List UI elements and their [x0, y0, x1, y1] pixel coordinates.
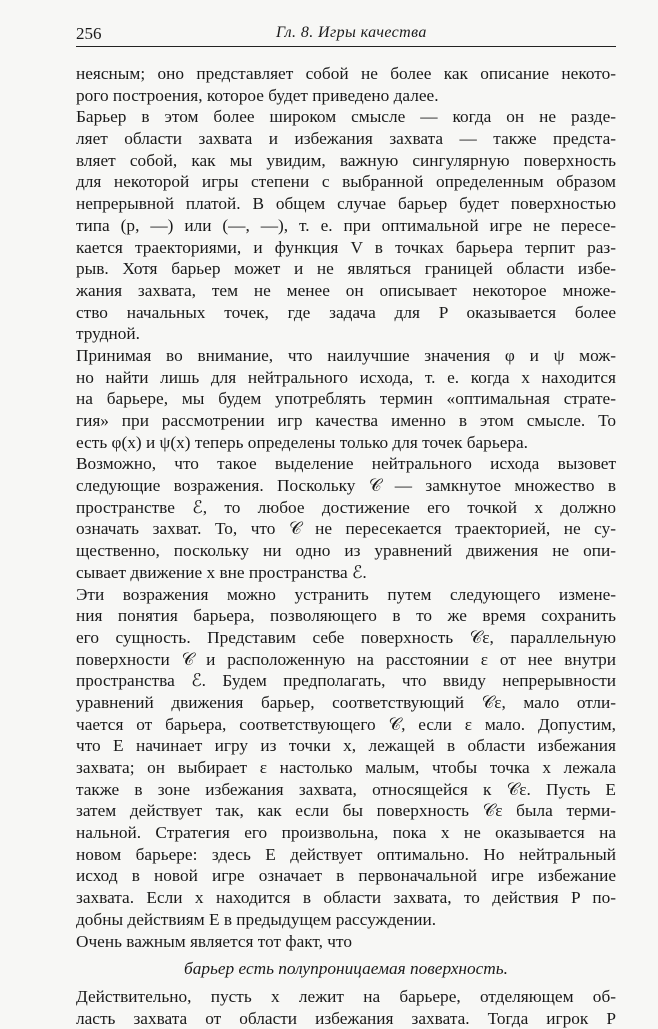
text-line: типа (p, —) или (—, —), т. е. при оптимальной игре не пересе- [76, 215, 616, 235]
page-number: 256 [76, 24, 102, 43]
text-line: следующие возражения. Поскольку 𝒞 — замкнутое множество в [76, 476, 616, 496]
text-line: чается от барьера, соответствующего 𝒞, если ε мало. Допустим, [76, 714, 616, 734]
text-line: пространства ℰ. Будем предполагать, что ввиду непрерывности [76, 671, 616, 691]
text-line: поверхности 𝒞 и расположенную на расстоянии ε от нее внутри [76, 649, 616, 669]
text-line: гия» при рассмотрении игр качества именно в этом смысле. То [76, 411, 616, 430]
text-line: ляет области захвата и избежания захвата — также предста- [76, 129, 616, 149]
text-line: Барьер в этом более широком смысле — когда он не разде- [76, 107, 616, 127]
text-line: Возможно, что такое выделение нейтрального исхода вызовет [76, 454, 616, 474]
text-line: рыв. Хотя барьер может и не являться границей области избе- [76, 259, 616, 279]
text-line: рого построения, которое будет приведено далее. [76, 85, 439, 105]
text-line: Действительно, пусть x лежит на барьере, отделяющем об- [76, 986, 616, 1006]
text-line: захвата. Если x находится в области захвата, то действия P по- [76, 888, 616, 908]
text-line: Эти возражения можно устранить путем следующего измене- [76, 584, 616, 604]
text-line: захвата; он выбирает ε настолько малым, чтобы точка x лежала [76, 758, 616, 777]
text-line: исход в новой игре означает в первоначальной игре избежание [76, 866, 616, 886]
text-line: нальной. Стратегия его произвольна, пока x не оказывается на [76, 823, 616, 843]
text-line: затем действует так, как если бы поверхность 𝒞ε была терми- [76, 801, 616, 821]
text-line: для некоторой игры степени с выбранной определенным образом [76, 172, 616, 192]
text-line: означать захват. То, что 𝒞 не пересекается траекторией, не су- [76, 519, 616, 539]
text-line: кается траекториями, и функция V в точках барьера терпит раз- [76, 237, 616, 257]
text-line: Очень важным является тот факт, что [76, 931, 352, 951]
text-line: ния понятия барьера, позволяющего в то же время сохранить [76, 606, 616, 626]
text-line: ласть захвата от области избежания захвата. Тогда игрок P [76, 1008, 616, 1028]
text-line: но найти лишь для нейтрального исхода, т. е. когда x находится [76, 367, 616, 387]
text-line: добны действиям E в предыдущем рассуждении. [76, 909, 437, 929]
text-line: ство начальных точек, где задача для P оказывается более [76, 302, 616, 322]
text-line: вляет собой, как мы увидим, важную сингулярную поверхность [76, 150, 616, 170]
text-line: также в зоне избежания захвата, относящейся к 𝒞ε. Пусть E [76, 779, 616, 799]
text-line: что E начинает игру из точки x, лежащей в области избежания [76, 736, 616, 756]
text-line: его сущность. Представим себе поверхность 𝒞ε, параллельную [76, 627, 616, 647]
text-line: сывает движение x вне пространства ℰ. [76, 562, 367, 582]
page-header [76, 24, 616, 47]
emphasized-statement: барьер есть полупроницаемая поверхность. [184, 959, 508, 979]
text-line: уравнений движения барьер, соответствующий 𝒞ε, мало отли- [76, 692, 616, 712]
text-line: пространстве ℰ, то любое достижение его точкой x должно [76, 497, 616, 517]
text-line: на барьере, мы будем употреблять термин «оптимальная страте- [76, 389, 616, 409]
running-title: Гл. 8. Игры качества [276, 24, 427, 41]
body-text [76, 63, 616, 1029]
text-line: есть φ(x) и ψ(x) теперь определены только для точек барьера. [76, 432, 529, 452]
text-line: щественно, поскольку ни одно из уравнений движения не опи- [76, 541, 616, 561]
text-line: Принимая во внимание, что наилучшие значения φ и ψ мож- [76, 345, 616, 365]
text-line: непрерывной платой. В общем случае барьер будет поверхностью [76, 194, 616, 214]
text-line: жания захвата, тем не менее он описывает некоторое множе- [76, 280, 616, 300]
text-line: неясным; оно представляет собой не более как описание некото- [76, 64, 616, 83]
text-line: трудной. [76, 324, 140, 344]
text-line: новом барьере: здесь E действует оптимально. Но нейтральный [76, 844, 616, 864]
